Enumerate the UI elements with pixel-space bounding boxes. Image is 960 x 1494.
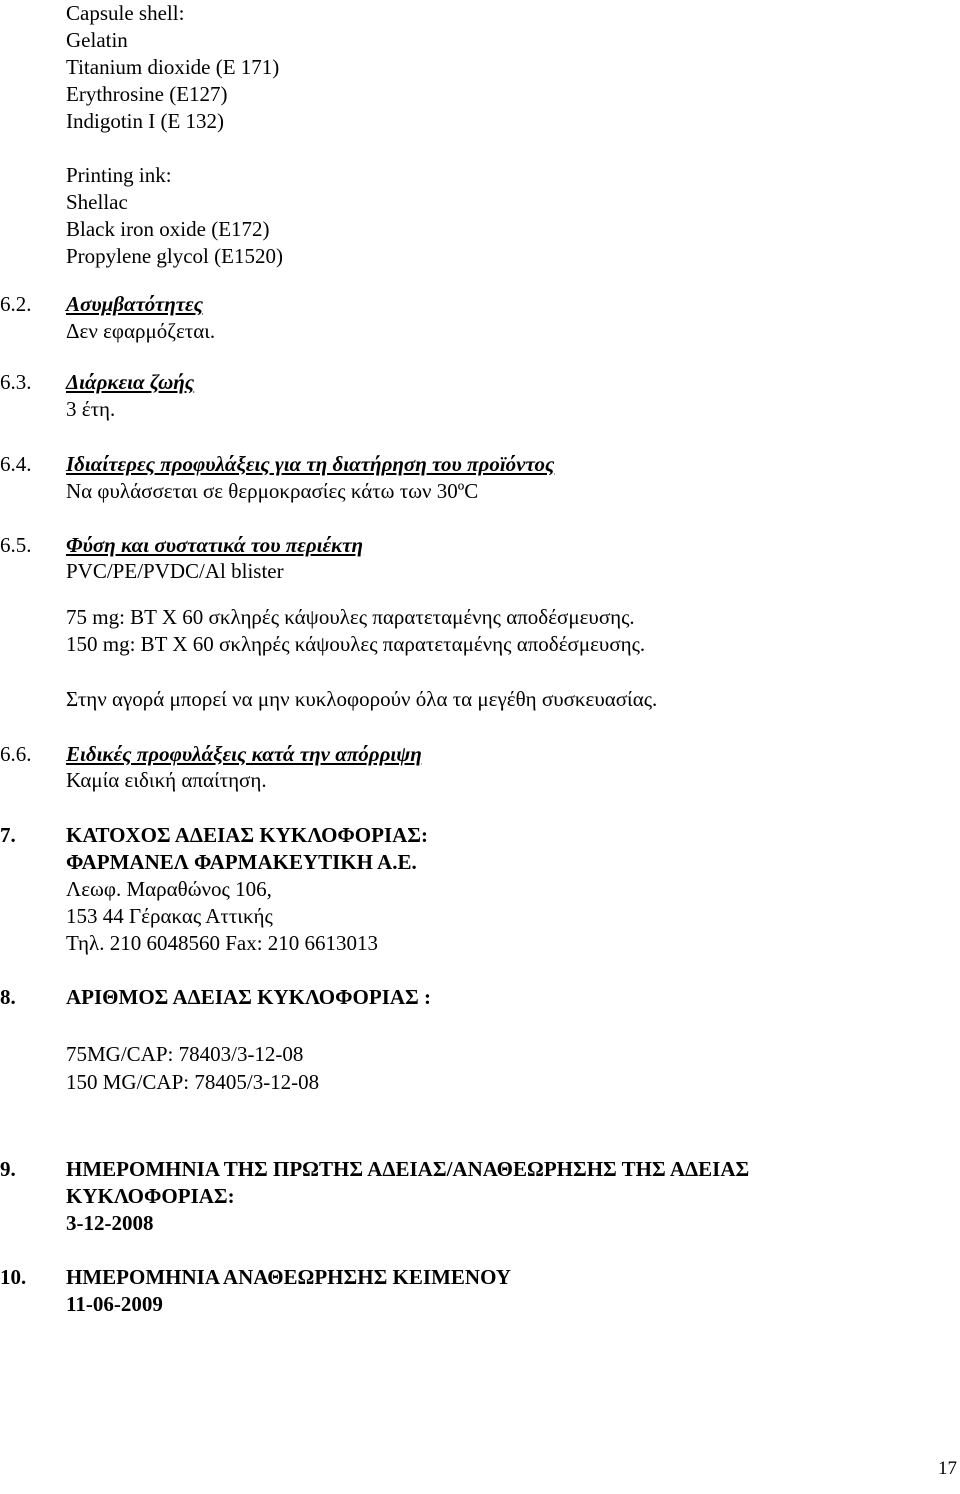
first-authorisation-date: 3-12-2008 [66, 1211, 154, 1235]
capsule-shell-title: Capsule shell: [66, 1, 185, 25]
section-number: 10. [0, 1265, 27, 1289]
page-number: 17 [938, 1458, 957, 1479]
holder-address: Λεωφ. Μαραθώνος 106, [66, 877, 272, 901]
section-number: 6.2. [0, 292, 32, 316]
section-number: 6.4. [0, 452, 32, 476]
section-number: 6.5. [0, 533, 32, 557]
section-title-first-authorisation-cont: ΚΥΚΛΟΦΟΡΙΑΣ: [66, 1184, 235, 1208]
section-number: 6.3. [0, 370, 32, 394]
revision-date: 11-06-2009 [66, 1292, 163, 1316]
holder-address: 153 44 Γέρακας Αττικής [66, 904, 273, 928]
section-number: 8. [0, 985, 16, 1009]
section-heading-incompatibilities: Ασυμβατότητες [66, 292, 204, 316]
section-number: 9. [0, 1157, 16, 1181]
section-heading-storage: Ιδιαίτερες προφυλάξεις για τη διατήρηση του προϊόντος [66, 452, 555, 476]
section-title-first-authorisation: ΗΜΕΡΟΜΗΝΙΑ ΤΗΣ ΠΡΩΤΗΣ ΑΔΕΙΑΣ/ΑΝΑΘΕΩΡΗΣΗΣ ΤΗΣ ΑΔΕΙΑΣ [66, 1157, 750, 1181]
section-title-holder: ΚΑΤΟΧΟΣ ΑΔΕΙΑΣ ΚΥΚΛΟΦΟΡΙΑΣ: [66, 823, 429, 847]
section-heading-disposal: Ειδικές προφυλάξεις κατά την απόρριψη [66, 742, 422, 766]
section-title-authorisation-number: ΑΡΙΘΜΟΣ ΑΔΕΙΑΣ ΚΥΚΛΟΦΟΡΙΑΣ : [66, 985, 432, 1009]
printing-ink-item: Propylene glycol (E1520) [66, 244, 283, 268]
pack-size-line: 75 mg: BT X 60 σκληρές κάψουλες παρατεταμένης αποδέσμευσης. [66, 605, 635, 629]
printing-ink-item: Shellac [66, 190, 128, 214]
section-heading-container: Φύση και συστατικά του περιέκτη [66, 533, 364, 557]
capsule-shell-item: Indigotin I (E 132) [66, 109, 225, 133]
capsule-shell-item: Gelatin [66, 28, 128, 52]
holder-name: ΦΑΡΜΑΝΕΛ ΦΑΡΜΑΚΕΥΤΙΚΗ Α.Ε. [66, 850, 417, 874]
authorisation-number: 150 MG/CAP: 78405/3-12-08 [66, 1070, 320, 1094]
holder-phone: Τηλ. 210 6048560 Fax: 210 6613013 [66, 931, 379, 955]
section-text: PVC/PE/PVDC/Al blister [66, 559, 284, 583]
section-text: Δεν εφαρμόζεται. [66, 319, 216, 343]
section-text: Να φυλάσσεται σε θερμοκρασίες κάτω των 30ºC [66, 479, 479, 503]
section-text: Καμία ειδική απαίτηση. [66, 768, 267, 792]
pack-note: Στην αγορά μπορεί να μην κυκλοφορούν όλα τα μεγέθη συσκευασίας. [66, 687, 658, 711]
section-text: 3 έτη. [66, 397, 116, 421]
section-heading-shelf-life: Διάρκεια ζωής [66, 370, 195, 394]
printing-ink-title: Printing ink: [66, 163, 172, 187]
capsule-shell-item: Erythrosine (E127) [66, 82, 228, 106]
section-title-revision: ΗΜΕΡΟΜΗΝΙΑ ΑΝΑΘΕΩΡΗΣΗΣ ΚΕΙΜΕΝΟΥ [66, 1265, 512, 1289]
printing-ink-item: Black iron oxide (E172) [66, 217, 270, 241]
capsule-shell-item: Titanium dioxide (E 171) [66, 55, 280, 79]
authorisation-number: 75MG/CAP: 78403/3-12-08 [66, 1042, 304, 1066]
pack-size-line: 150 mg: BT X 60 σκληρές κάψουλες παρατεταμένης αποδέσμευσης. [66, 632, 646, 656]
section-number: 7. [0, 823, 16, 847]
section-number: 6.6. [0, 742, 32, 766]
